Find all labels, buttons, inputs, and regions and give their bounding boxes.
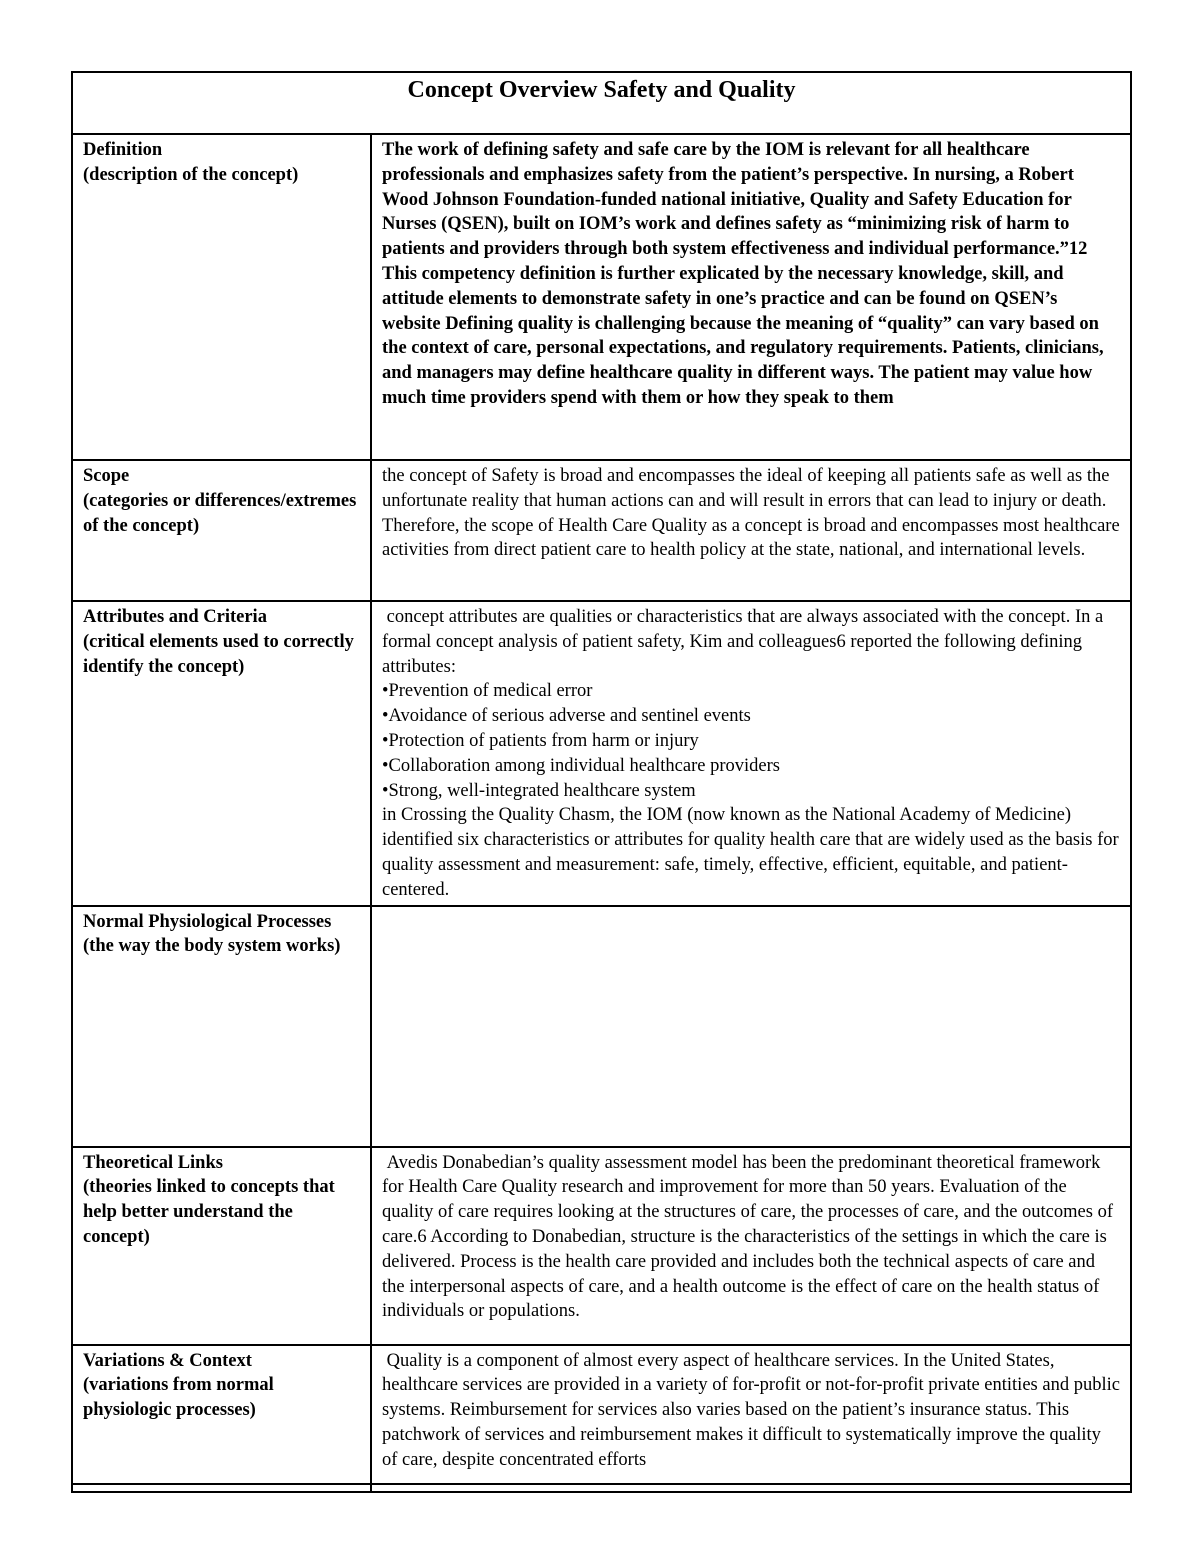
row-label: Theoretical Links	[83, 1152, 223, 1173]
list-item: • Avoidance of serious adverse and sentinel events	[382, 704, 1120, 729]
label-cell-attributes	[72, 601, 371, 906]
content-cell-attributes	[371, 601, 1131, 906]
content-cell-definition: The work of defining safety and safe care by the IOM is relevant for all healthcare professionals and emphasizes safety from the patient’s perspective. In nursing, a Robert Wood Johnson Foundation-funded national initiative, Quality and Safety Education for Nurses (QSEN), built on IOM’s work and defines safety as “minimizing risk of harm to patients and providers through both system effectiveness and individual performance.”12 This competency definition is further explicated by the necessary knowledge, skill, and attitude elements to demonstrate safety in one’s practice and can be found on QSEN’s website Defining quality is challenging because the meaning of “quality” can vary based on the context of care, personal expectations, and regulatory requirements. Patients, clinicians, and managers may define healthcare quality in different ways. The patient may value how much time providers spend with them or how they speak to them	[371, 134, 1131, 460]
content-cell-theoretical: Avedis Donabedian’s quality assessment model has been the predominant theoretical framework for Health Care Quality research and improvement for more than 50 years. Evaluation of the quality of care requires looking at the structures of care, the processes of care, and the outcomes of care.6 According to Donabedian, structure is the characteristics of the settings in which the care is delivered. Process is the health care provided and includes both the technical aspects of care and the interpersonal aspects of care, and a health outcome is the effect of care on the health status of individuals or populations.	[371, 1147, 1131, 1345]
page-title: Concept Overview Safety and Quality	[72, 72, 1131, 134]
concept-overview-document	[71, 71, 1130, 1493]
label-cell-definition	[72, 134, 371, 460]
row-sublabel: (theories linked to concepts that help better understand the concept)	[83, 1177, 335, 1247]
table-row-scope	[72, 460, 1131, 601]
list-item: • Protection of patients from harm or injury	[382, 729, 1120, 754]
list-item: • Strong, well-integrated healthcare system	[382, 779, 1120, 804]
row-label: Variations & Context	[83, 1350, 252, 1371]
row-sublabel: (categories or differences/extremes of the concept)	[83, 490, 357, 536]
row-label: Scope	[83, 466, 130, 486]
label-cell-theoretical	[72, 1147, 371, 1345]
table-row-normal-physiological	[72, 906, 1131, 1147]
table-row-variations	[72, 1345, 1131, 1492]
concept-table	[71, 71, 1132, 1493]
content-cell-normal	[371, 906, 1131, 1147]
attributes-intro: concept attributes are qualities or characteristics that are always associated with the concept. In a formal concept analysis of patient safety, Kim and colleagues6 reported the following defining attributes:	[382, 607, 1108, 677]
row-sublabel: (the way the body system works)	[83, 936, 341, 957]
row-sublabel: (variations from normal physiologic processes)	[83, 1375, 274, 1421]
content-cell-variations: Quality is a component of almost every aspect of healthcare services. In the United States, healthcare services are provided in a variety of for-profit or not-for-profit private entities and public systems. Reimbursement for services also varies based on the patient’s insurance status. This patchwork of services and reimbursement makes it difficult to systematically improve the quality of care, despite concentrated efforts	[371, 1345, 1131, 1492]
list-item: • Prevention of medical error	[382, 679, 1120, 704]
table-row-attributes	[72, 601, 1131, 906]
bottom-rule	[71, 1483, 1130, 1485]
label-cell-normal	[72, 906, 371, 1147]
table-row-definition	[72, 134, 1131, 460]
label-cell-variations	[72, 1345, 371, 1492]
content-cell-scope: the concept of Safety is broad and encompasses the ideal of keeping all patients safe as well as the unfortunate reality that human actions can and will result in errors that can lead to injury or death. Therefore, the scope of Health Care Quality as a concept is broad and encompasses most healthcare activities from direct patient care to health policy at the state, national, and international levels.	[371, 460, 1131, 601]
row-sublabel: (critical elements used to correctly identify the concept)	[83, 631, 354, 677]
label-cell-scope	[72, 460, 371, 601]
row-label: Attributes and Criteria	[83, 607, 267, 627]
row-sublabel: (description of the concept)	[83, 164, 299, 185]
title-row	[72, 72, 1131, 134]
attributes-outro: in Crossing the Quality Chasm, the IOM (now known as the National Academy of Medicine) identified six characteristics or attributes for quality health care that are widely used as the basis for quality assessment and measurement: safe, timely, effective, efficient, equitable, and patient-centered.	[382, 805, 1124, 900]
attributes-list	[382, 679, 1120, 803]
list-item: • Collaboration among individual healthcare providers	[382, 754, 1120, 779]
table-row-theoretical-links	[72, 1147, 1131, 1345]
row-label: Definition	[83, 140, 163, 160]
row-label: Normal Physiological Processes	[83, 911, 332, 932]
